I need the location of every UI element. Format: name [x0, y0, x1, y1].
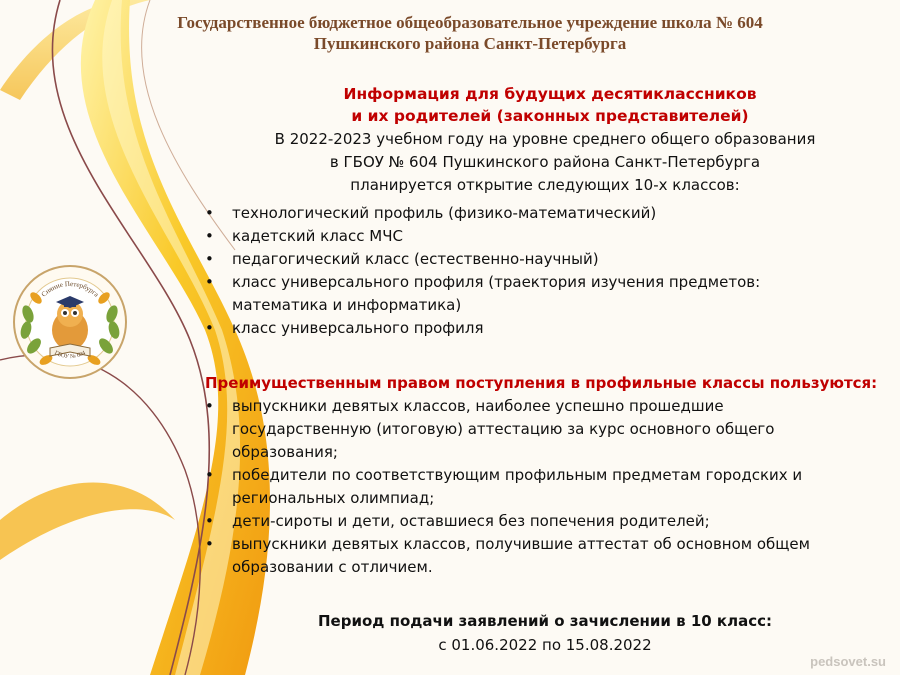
- preference-item-honors: • выпускники девятых классов, получившие аттестат об основном общем образовании с отличием.: [205, 533, 855, 579]
- intro-line-3: планируется открытие следующих 10-х классов:: [350, 176, 740, 194]
- class-item-cadet: • кадетский класс МЧС: [205, 225, 855, 248]
- application-period-dates: с 01.06.2022 по 15.08.2022: [438, 636, 652, 654]
- preference-list: [205, 395, 855, 579]
- preference-item-olympiad-winners: • победители по соответствующим профильным предметам городских и региональных олимпиад;: [205, 464, 855, 510]
- emblem-bottom-text: ГБОУ № 604: [53, 350, 87, 361]
- school-emblem: [12, 264, 128, 380]
- info-title-line-1: Информация для будущих десятиклассников: [343, 85, 757, 103]
- intro-line-2: в ГБОУ № 604 Пушкинского района Санкт-Петербурга: [329, 153, 761, 171]
- svg-text:ГБОУ № 604: [53, 350, 86, 360]
- class-item-universal-math: • класс универсального профиля (траектория изучения предметов: математика и информатика): [205, 271, 855, 317]
- watermark: pedsovet.su: [810, 654, 886, 669]
- intro-paragraph: [240, 128, 850, 197]
- header-line-2: Пушкинского района Санкт-Петербурга: [313, 34, 627, 53]
- classes-list: [205, 202, 855, 340]
- lower-swoosh: [0, 483, 175, 561]
- intro-line-1: В 2022-2023 учебном году на уровне среднего общего образования: [274, 130, 816, 148]
- preference-item-graduates: • выпускники девятых классов, наиболее успешно прошедшие государственную (итоговую) аттестацию за курс основного общего образования;: [205, 395, 855, 464]
- class-item-technological: • технологический профиль (физико-математический): [205, 202, 855, 225]
- preference-item-orphans: • дети-сироты и дети, оставшиеся без попечения родителей;: [205, 510, 855, 533]
- svg-text:Сияние Петербурга: [40, 280, 101, 299]
- info-title-line-2: и их родителей (законных представителей): [351, 107, 749, 125]
- header-line-1: Государственное бюджетное общеобразовательное учреждение школа № 604: [177, 13, 763, 32]
- preference-title: Преимущественным правом поступления в профильные классы пользуются:: [205, 374, 878, 392]
- school-header: [150, 12, 790, 54]
- class-item-pedagogical: • педагогический класс (естественно-научный): [205, 248, 855, 271]
- application-period-title: Период подачи заявлений о зачислении в 10 класс:: [318, 612, 772, 630]
- info-title: [290, 83, 810, 127]
- emblem-top-text: Сияние Петербурга: [39, 279, 101, 299]
- class-item-universal: • класс универсального профиля: [205, 317, 855, 340]
